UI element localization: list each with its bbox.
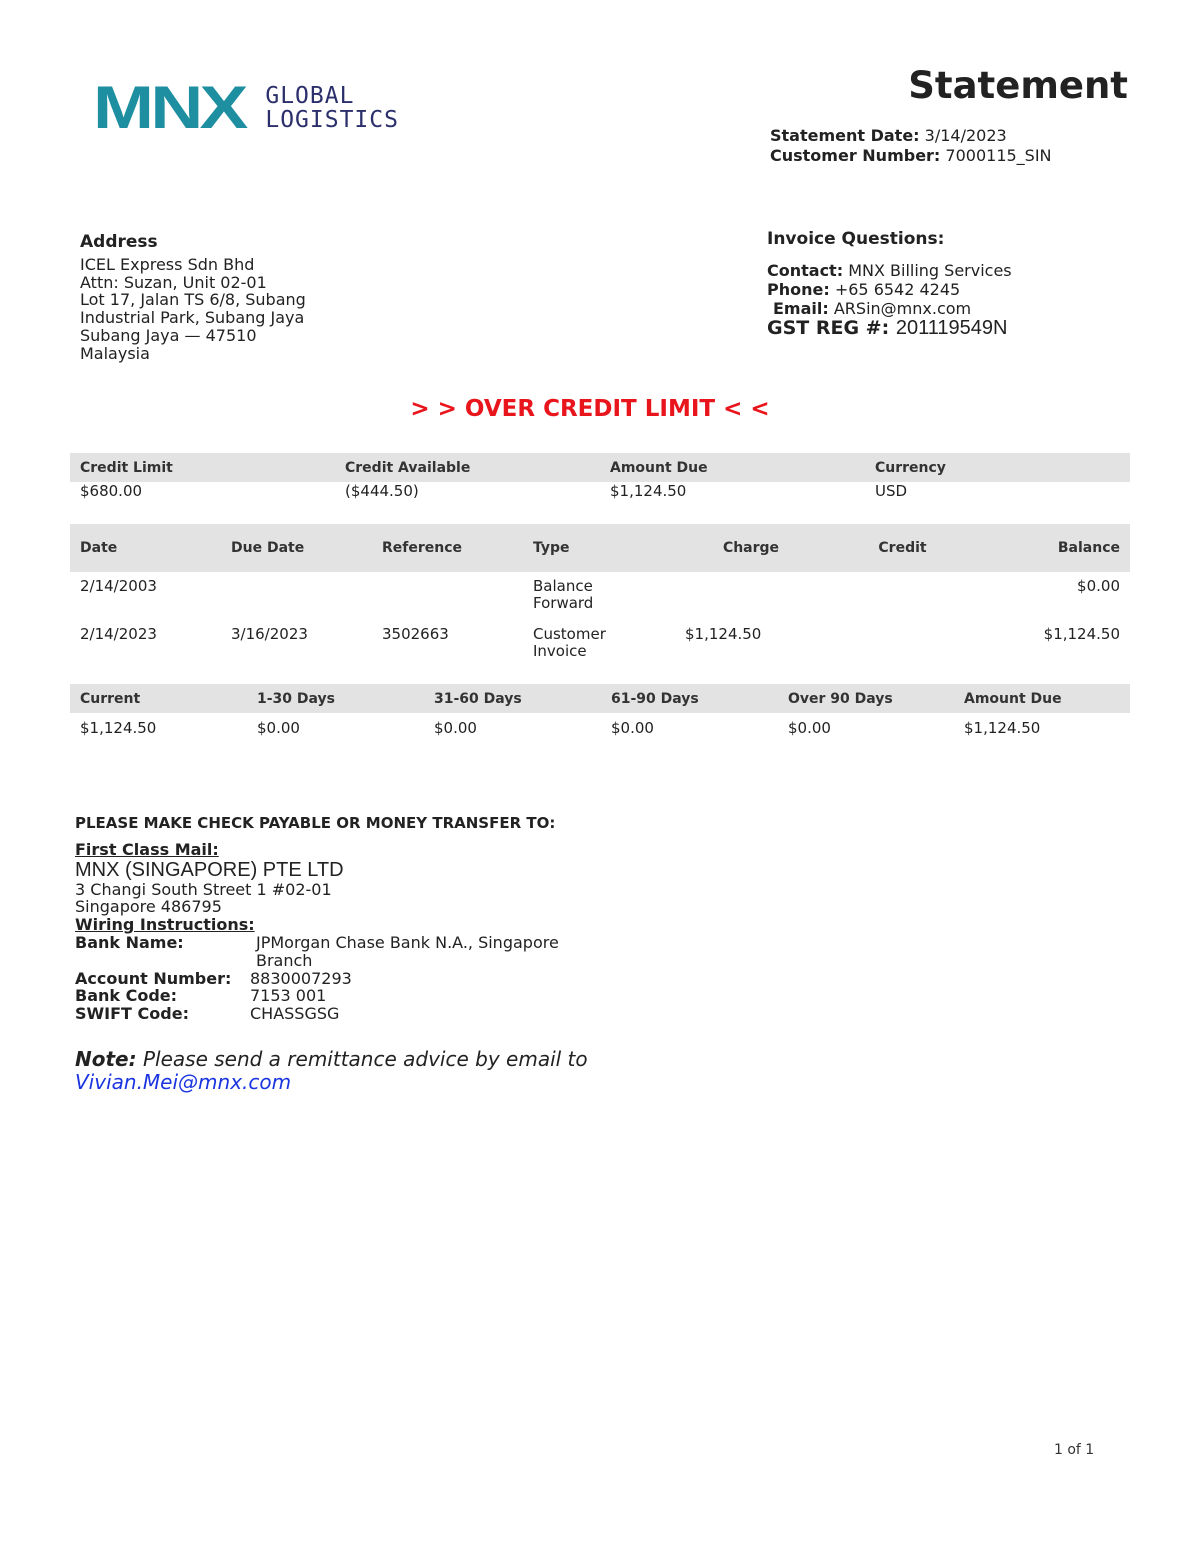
email-label: Email: (773, 299, 829, 318)
table-cell (827, 572, 978, 620)
account-number-label: Account Number: (75, 968, 232, 988)
table-row (70, 572, 1130, 620)
table-cell (372, 572, 523, 620)
column-header: 61-90 Days (601, 684, 778, 713)
swift-code-row (75, 1005, 576, 1023)
gst-label: GST REG #: (767, 317, 890, 339)
table-cell: 2/14/2023 (80, 625, 157, 643)
phone-label: Phone: (767, 280, 830, 299)
wiring-instructions-label: Wiring Instructions: (75, 915, 255, 935)
statement-date-row (770, 126, 1052, 146)
currency-value: USD (875, 482, 908, 500)
page-title: Statement (908, 64, 1128, 107)
address-line: Malaysia (80, 343, 150, 363)
remittance-email-link[interactable]: Vivian.Mei@mnx.com (75, 1070, 292, 1094)
credit-summary-table (70, 453, 1130, 509)
table-cell: Customer Invoice (533, 625, 606, 660)
customer-number-row (770, 146, 1052, 166)
column-header: Current (70, 684, 247, 713)
customer-number-label: Customer Number: (770, 146, 941, 165)
aging-table (70, 684, 1130, 742)
payee-city: Singapore 486795 (75, 897, 222, 917)
column-header: Amount Due (954, 684, 1130, 713)
table-cell: $1,124.50 (964, 718, 1041, 737)
address-line: Lot 17, Jalan TS 6/8, Subang (80, 290, 306, 310)
credit-limit-value: $680.00 (80, 482, 143, 500)
table-header-row (70, 684, 1130, 713)
table-cell: $1,124.50 (685, 625, 762, 643)
questions-heading: Invoice Questions: (767, 229, 945, 249)
table-cell: $1,124.50 (1043, 625, 1120, 643)
contact-row (767, 261, 1012, 280)
column-header: Credit Available (335, 453, 600, 482)
email-value[interactable]: ARSin@mnx.com (833, 299, 972, 318)
column-header: Balance (978, 524, 1130, 572)
table-cell: Balance Forward (533, 577, 594, 612)
logo-line-1: GLOBAL (265, 83, 355, 109)
column-header: 31-60 Days (424, 684, 601, 713)
payment-instructions (75, 815, 576, 1023)
company-logo (93, 74, 399, 141)
column-header: Reference (372, 524, 523, 572)
contact-value: MNX Billing Services (848, 261, 1012, 280)
column-header: Due Date (221, 524, 372, 572)
over-credit-limit-alert: > > OVER CREDIT LIMIT < < (410, 396, 770, 422)
logo-wordmark (265, 84, 399, 132)
bank-code-label: Bank Code: (75, 986, 178, 1006)
phone-row (767, 280, 1012, 299)
account-number-value: 8830007293 (250, 968, 352, 988)
page-number: 1 of 1 (1054, 1442, 1095, 1458)
column-header: Credit Limit (70, 453, 335, 482)
column-header: Type (523, 524, 675, 572)
logo-line-2: LOGISTICS (265, 107, 399, 133)
column-header: Currency (865, 453, 1130, 482)
table-cell: 2/14/2003 (80, 577, 157, 595)
table-header-row (70, 453, 1130, 482)
swift-code-label: SWIFT Code: (75, 1004, 189, 1024)
address-line: Attn: Suzan, Unit 02-01 (80, 272, 267, 292)
gst-value: 201119549N (895, 317, 1008, 339)
table-cell (675, 572, 827, 620)
table-cell (827, 620, 978, 668)
note-label: Note: (75, 1047, 137, 1071)
amount-due-value: $1,124.50 (610, 482, 687, 500)
table-cell: $0.00 (257, 718, 300, 737)
logo-mark: MNX (93, 74, 245, 141)
swift-code-value: CHASSGSG (250, 1004, 340, 1024)
account-number-row (75, 970, 576, 988)
column-header: Over 90 Days (778, 684, 954, 713)
address-line: Industrial Park, Subang Jaya (80, 308, 305, 328)
email-row (767, 299, 1012, 318)
column-header: Credit (827, 524, 978, 572)
payment-heading: PLEASE MAKE CHECK PAYABLE OR MONEY TRANSFER TO: (75, 814, 556, 832)
table-header-row (70, 524, 1130, 572)
column-header: Amount Due (600, 453, 865, 482)
bank-name-row (75, 934, 576, 970)
first-class-mail-label: First Class Mail: (75, 839, 219, 859)
table-cell: $1,124.50 (80, 718, 157, 737)
table-cell (221, 572, 372, 620)
table-row (70, 713, 1130, 742)
table-row (70, 620, 1130, 668)
payee-street: 3 Changi South Street 1 #02-01 (75, 879, 332, 899)
transactions-table (70, 524, 1130, 668)
bank-code-value: 7153 001 (250, 986, 327, 1006)
table-cell: 3/16/2023 (231, 625, 308, 643)
column-header: Charge (675, 524, 827, 572)
address-block (80, 234, 306, 363)
customer-number-value: 7000115_SIN (945, 146, 1052, 165)
phone-value: +65 6542 4245 (834, 280, 961, 299)
statement-info (770, 126, 1052, 166)
table-cell: $0.00 (434, 718, 477, 737)
column-header: 1-30 Days (247, 684, 424, 713)
table-cell: $0.00 (1077, 577, 1120, 595)
bank-name-value: JPMorgan Chase Bank N.A., Singapore Branch (256, 932, 559, 970)
address-line: Subang Jaya — 47510 (80, 325, 257, 345)
remittance-note (75, 1048, 595, 1094)
address-heading: Address (80, 232, 158, 252)
contact-label: Contact: (767, 261, 844, 280)
bank-name-label: Bank Name: (75, 932, 184, 952)
credit-available-value: ($444.50) (345, 482, 419, 500)
column-header: Date (70, 524, 221, 572)
bank-code-row (75, 987, 576, 1005)
address-line: ICEL Express Sdn Bhd (80, 254, 255, 274)
payee-company: MNX (SINGAPORE) PTE LTD (75, 858, 344, 881)
statement-date-value: 3/14/2023 (924, 126, 1007, 145)
table-cell: $0.00 (788, 718, 831, 737)
invoice-questions (767, 230, 1012, 338)
table-cell: 3502663 (382, 625, 449, 643)
gst-row (767, 319, 1012, 338)
table-cell: $0.00 (611, 718, 654, 737)
statement-date-label: Statement Date: (770, 126, 920, 145)
table-row (70, 482, 1130, 509)
note-text: Please send a remittance advice by email to (142, 1047, 588, 1071)
